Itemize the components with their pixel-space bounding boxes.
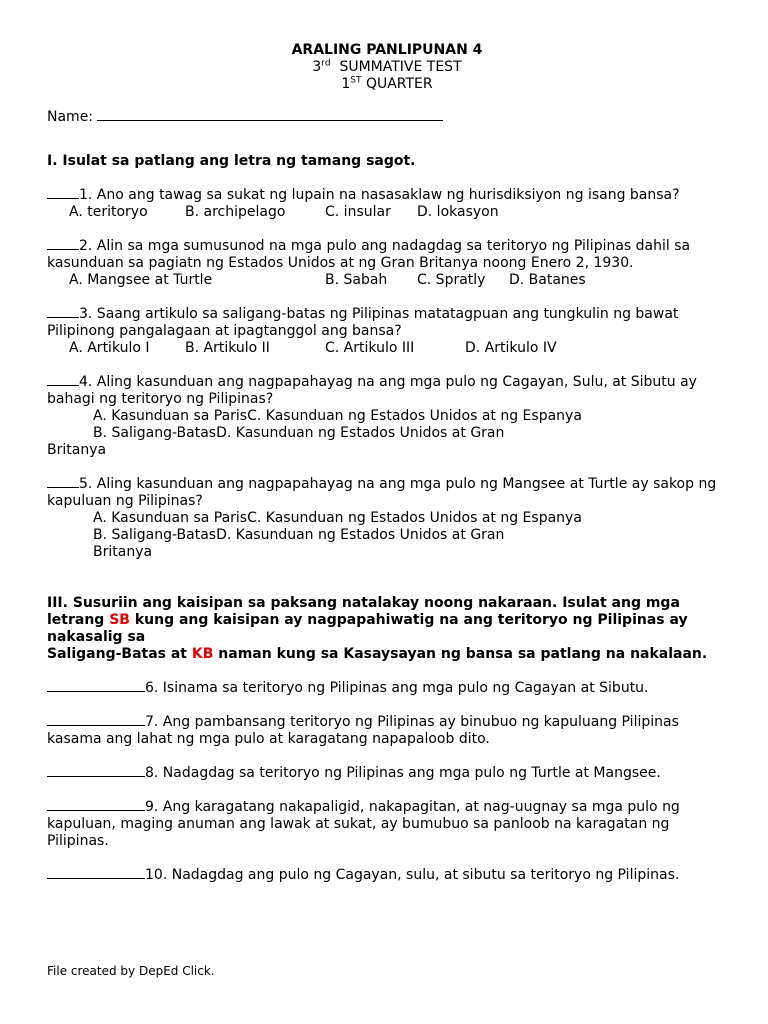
question-4-options-row2 [47, 425, 727, 442]
answer-blank-8[interactable] [47, 765, 145, 777]
footer-credit: File created by DepEd Click. [47, 964, 215, 978]
option-d-continued: Britanya [47, 442, 107, 458]
section-3-heading-part3: Saligang-Batas at [47, 646, 187, 662]
question-5-options-row2 [47, 527, 727, 544]
answer-blank-4[interactable] [47, 374, 79, 386]
option-a: A. teritoryo [69, 204, 148, 220]
test-number-suffix: rd [321, 58, 331, 69]
question-7-text: 7. Ang pambansang teritoryo ng Pilipinas ay binubuo ng kapuluang Pilipinas kasama ang lahat ng mga pulo at karagatang napapaloob dito. [47, 714, 679, 747]
test-subtitle [47, 59, 727, 76]
section-1-heading: I. Isulat sa patlang ang letra ng tamang sagot. [47, 153, 416, 169]
question-10 [47, 867, 727, 884]
name-label: Name: [47, 109, 94, 125]
answer-blank-5[interactable] [47, 476, 79, 488]
option-d: D. Kasunduan ng Estados Unidos at Gran [216, 425, 505, 441]
question-4-text: 4. Aling kasunduan ang nagpapahayag na ang mga pulo ng Cagayan, Sulu, at Sibutu ay bahagi ng teritoryo ng Pilipinas? [47, 374, 697, 407]
option-b: B. Saligang-Batas [93, 527, 217, 543]
question-6 [47, 680, 727, 697]
option-c: C. Artikulo III [325, 340, 415, 356]
question-3 [47, 306, 727, 357]
answer-blank-7[interactable] [47, 714, 145, 726]
question-5 [47, 476, 727, 561]
option-b: B. Saligang-Batas [93, 425, 217, 441]
option-a: A. Artikulo I [69, 340, 150, 356]
question-2-options [47, 272, 727, 289]
question-2-text: 2. Alin sa mga sumusunod na mga pulo ang nadagdag sa teritoryo ng Pilipinas dahil sa kasunduan sa pagiatn ng Estados Unidos at ng Gran Britanya noong Enero 2, 1930. [47, 238, 691, 271]
quarter-label: QUARTER [365, 76, 433, 92]
question-8-text: 8. Nadagdag sa teritoryo ng Pilipinas ang mga pulo ng Turtle at Mangsee. [145, 765, 661, 781]
name-row [47, 109, 727, 126]
test-number: 3 [312, 59, 322, 75]
option-c: C. insular [325, 204, 391, 220]
question-5-text: 5. Aling kasunduan ang nagpapahayag na ang mga pulo ng Mangsee at Turtle ay sakop ng kapuluan ng Pilipinas? [47, 476, 717, 509]
option-a: A. Kasunduan sa Paris [93, 510, 248, 526]
question-9 [47, 799, 727, 850]
question-2 [47, 238, 727, 289]
test-label: SUMMATIVE TEST [339, 59, 462, 75]
question-1-text: 1. Ano ang tawag sa sukat ng lupain na nasasaklaw ng hurisdiksiyon ng isang bansa? [79, 187, 680, 203]
quarter-subtitle [47, 76, 727, 93]
answer-blank-1[interactable] [47, 187, 79, 199]
kb-marker: KB [191, 646, 214, 662]
question-6-text: 6. Isinama sa teritoryo ng Pilipinas ang mga pulo ng Cagayan at Sibutu. [145, 680, 649, 696]
question-7 [47, 714, 727, 748]
quarter-number: 1 [341, 76, 351, 92]
test-page [47, 42, 727, 884]
option-a: A. Kasunduan sa Paris [93, 408, 248, 424]
section-3-heading-part2: kung ang kaisipan ay nagpapahiwatig na ang teritoryo ng Pilipinas ay nakasalig sa [47, 612, 688, 645]
question-8 [47, 765, 727, 782]
answer-blank-3[interactable] [47, 306, 79, 318]
option-b: B. Artikulo II [185, 340, 270, 356]
answer-blank-2[interactable] [47, 238, 79, 250]
option-c: C. Kasunduan ng Estados Unidos at ng Espanya [247, 408, 582, 424]
question-3-options [47, 340, 727, 357]
section-3-heading-part1: III. Susuriin ang kaisipan sa paksang natalakay noong nakaraan. Isulat ang mga letrang [47, 595, 680, 628]
quarter-number-suffix: ST [350, 75, 362, 86]
answer-blank-9[interactable] [47, 799, 145, 811]
question-1-options [47, 204, 727, 221]
question-1 [47, 187, 727, 221]
option-b: B. archipelago [185, 204, 286, 220]
option-b: B. Sabah [325, 272, 388, 288]
question-3-text: 3. Saang artikulo sa saligang-batas ng Pilipinas matatagpuan ang tungkulin ng bawat Pilipinong pangalagaan at ipagtanggol ang bansa? [47, 306, 679, 339]
option-c: C. Kasunduan ng Estados Unidos at ng Espanya [247, 510, 582, 526]
option-d-continued: Britanya [93, 544, 153, 560]
option-d: D. lokasyon [417, 204, 499, 220]
question-4 [47, 374, 727, 459]
answer-blank-6[interactable] [47, 680, 145, 692]
option-d: D. Batanes [509, 272, 586, 288]
section-3-heading [47, 595, 727, 663]
option-d: D. Kasunduan ng Estados Unidos at Gran [216, 527, 505, 543]
question-9-text: 9. Ang karagatang nakapaligid, nakapagitan, at nag-uugnay sa mga pulo ng kapuluan, maging anuman ang lawak at sukat, ay bumubuo sa panloob na karagatan ng Pilipinas. [47, 799, 680, 849]
option-c: C. Spratly [417, 272, 486, 288]
name-field[interactable] [97, 109, 443, 121]
question-4-options-row1 [47, 408, 727, 425]
question-10-text: 10. Nadagdag ang pulo ng Cagayan, sulu, at sibutu sa teritoryo ng Pilipinas. [145, 867, 680, 883]
section-3-heading-part4: naman kung sa Kasaysayan ng bansa sa patlang na nakalaan. [218, 646, 708, 662]
sb-marker: SB [109, 612, 130, 628]
option-a: A. Mangsee at Turtle [69, 272, 213, 288]
option-d: D. Artikulo IV [465, 340, 557, 356]
answer-blank-10[interactable] [47, 867, 145, 879]
question-5-options-row1 [47, 510, 727, 527]
page-title: ARALING PANLIPUNAN 4 [291, 42, 483, 58]
